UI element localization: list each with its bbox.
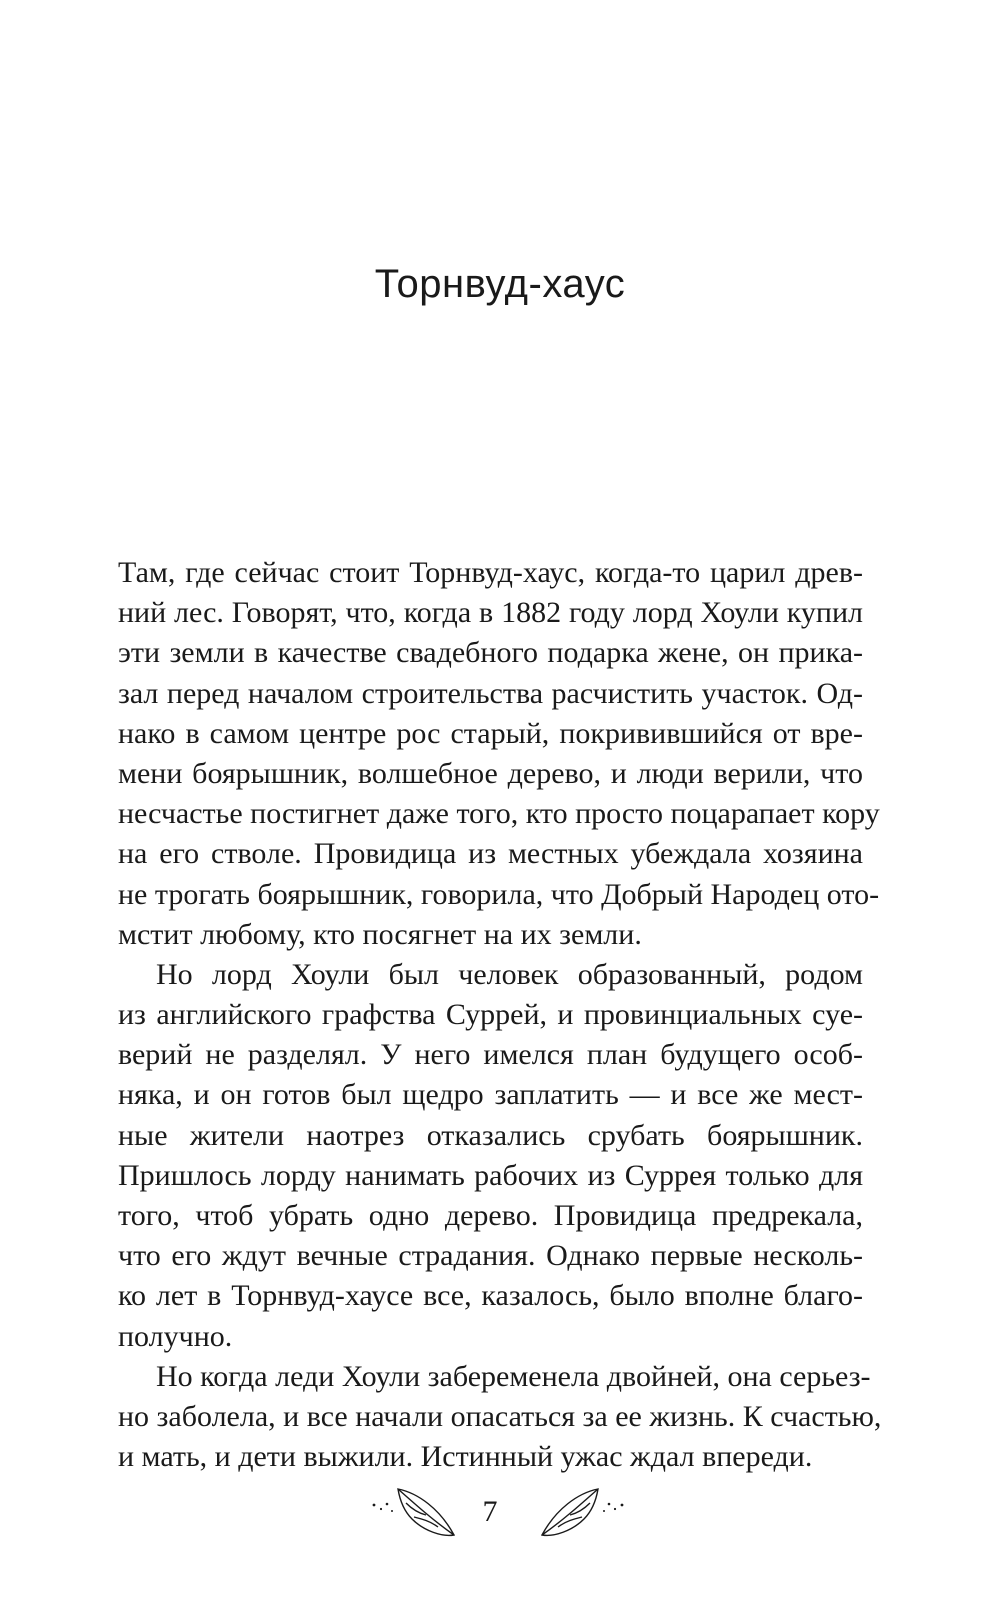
text-line: что его ждут вечные страдания. Однако первые несколь- (118, 1239, 863, 1273)
paragraph-3 (118, 1357, 882, 1478)
text-line: ний лес. Говорят, что, когда в 1882 году лорд Хоули купил (118, 596, 863, 630)
text-line: мстит любому, кто посягнет на их земли. (118, 917, 642, 951)
text-line: Но лорд Хоули был человек образованный, родом (156, 957, 863, 991)
text-line: верий не разделял. У него имелся план будущего особ- (118, 1038, 863, 1072)
wing-right-icon (528, 1487, 628, 1547)
text-line: из английского графства Суррей, и провинциальных суе- (118, 998, 863, 1032)
text-line: нако в самом центре рос старый, покривившийся от вре- (118, 716, 863, 750)
paragraph-2 (118, 955, 863, 1357)
text-line: няка, и он готов был щедро заплатить — и все же мест- (118, 1078, 863, 1112)
text-line: на его стволе. Провидица из местных убеждала хозяина (118, 837, 863, 871)
chapter-title: Торнвуд-хаус (374, 262, 626, 306)
page-number: 7 (482, 1495, 498, 1528)
wing-left-icon (368, 1487, 468, 1547)
text-line: ные жители наотрез отказались срубать боярышник. (118, 1118, 863, 1152)
text-line: Пришлось лорду нанимать рабочих из Суррея только для (118, 1158, 863, 1192)
text-line: получно. (118, 1319, 233, 1353)
text-line: Там, где сейчас стоит Торнвуд-хаус, когда-то царил древ- (118, 556, 863, 589)
paragraph-1 (118, 553, 880, 955)
text-line: не трогать боярышник, говорила, что Добрый Народец ото- (118, 877, 880, 911)
text-line: зал перед началом строительства расчистить участок. Од- (118, 676, 863, 710)
text-line: мени боярышник, волшебное дерево, и люди верили, что (118, 756, 863, 790)
text-line: Но когда леди Хоули забеременела двойней, она серьез- (156, 1359, 871, 1393)
text-line: эти земли в качестве свадебного подарка жене, он прика- (118, 636, 863, 670)
text-line: и мать, и дети выжили. Истинный ужас ждал впереди. (118, 1440, 813, 1474)
page-footer (0, 1487, 1000, 1547)
text-line: ко лет в Торнвуд-хаусе все, казалось, было вполне благо- (118, 1279, 863, 1313)
text-line: того, чтоб убрать одно дерево. Провидица предрекала, (118, 1199, 863, 1232)
body-text (118, 553, 882, 1477)
text-line: несчастье постигнет даже того, кто просто поцарапает кору (118, 797, 880, 831)
text-line: но заболела, и все начали опасаться за ее жизнь. К счастью, (118, 1399, 882, 1433)
